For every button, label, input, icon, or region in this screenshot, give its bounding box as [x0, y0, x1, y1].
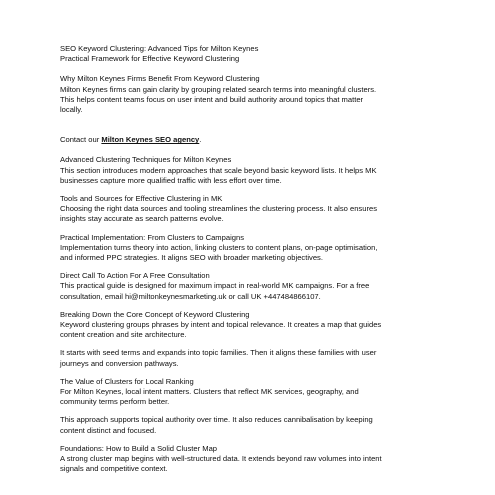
section-heading: The Value of Clusters for Local Ranking: [60, 376, 194, 386]
section-text-line: content creation and site architecture.: [60, 330, 187, 340]
section-text-line: journeys and conversion pathways.: [60, 358, 179, 368]
document-title: SEO Keyword Clustering: Advanced Tips for Milton Keynes: [60, 44, 259, 53]
document-header: [60, 44, 440, 64]
section-tools-sources: [60, 194, 440, 225]
section-local-ranking: [60, 377, 440, 408]
section-topical-authority: [60, 415, 440, 435]
section-core-concept: [60, 310, 440, 341]
section-implementation: [60, 233, 440, 264]
section-text-line: consultation, email hi@miltonkeynesmarketing.uk or call UK +447484866107.: [60, 291, 321, 301]
document-body: [60, 44, 440, 475]
section-call-to-action: [60, 271, 440, 302]
section-seed-terms: [60, 348, 440, 368]
section-text-line: This approach supports topical authority over time. It also reduces cannibalisation by keeping: [60, 415, 373, 425]
section-text-line: This practical guide is designed for maximum impact in real-world MK campaigns. For a free: [60, 281, 370, 291]
section-text-line: signals and competitive context.: [60, 464, 168, 474]
section-text-line: content distinct and focused.: [60, 425, 157, 435]
section-why-clustering: [60, 74, 440, 115]
section-text-line: It starts with seed terms and expands into topic families. Then it aligns these families with user: [60, 348, 377, 358]
section-heading: Advanced Clustering Techniques for Milton Keynes: [60, 155, 232, 165]
section-text-line: insights stay accurate as search patterns evolve.: [60, 214, 224, 224]
contact-suffix: .: [199, 135, 202, 145]
section-text-line: This section introduces modern approaches that scale beyond basic keyword lists. It helps MK: [60, 165, 377, 175]
section-text-line: Choosing the right data sources and tooling streamlines the clustering process. It also ensures: [60, 204, 378, 214]
section-heading: Why Milton Keynes Firms Benefit From Keyword Clustering: [60, 74, 260, 84]
section-text-line: businesses capture more qualified traffic with less effort over time.: [60, 175, 282, 185]
section-text-line: Implementation turns theory into action, linking clusters to content plans, on-page optimisation,: [60, 242, 378, 252]
contact-line: [60, 135, 440, 145]
section-text-line: and informed PPC strategies. It aligns SEO with broader marketing objectives.: [60, 253, 323, 263]
section-text-line: community terms perform better.: [60, 397, 170, 407]
section-heading: Foundations: How to Build a Solid Cluster Map: [60, 443, 218, 453]
contact-prefix: Contact our: [60, 135, 102, 145]
section-text-line: Milton Keynes firms can gain clarity by grouping related search terms into meaningful clusters.: [60, 84, 377, 94]
section-heading: Direct Call To Action For A Free Consultation: [60, 271, 210, 281]
section-text-line: locally.: [60, 105, 83, 115]
agency-link[interactable]: Milton Keynes SEO agency: [101, 135, 200, 145]
section-advanced-techniques: [60, 155, 440, 186]
section-text-line: Keyword clustering groups phrases by intent and topical relevance. It creates a map that guides: [60, 320, 382, 330]
section-heading: Tools and Sources for Effective Clustering in MK: [60, 194, 223, 204]
document-subtitle: Practical Framework for Effective Keyword Clustering: [60, 54, 240, 64]
section-text-line: For Milton Keynes, local intent matters. Clusters that reflect MK services, geography, and: [60, 387, 359, 397]
section-text-line: This helps content teams focus on user intent and build authority around topics that matter: [60, 94, 364, 104]
section-text-line: A strong cluster map begins with well-structured data. It extends beyond raw volumes into intent: [60, 454, 382, 464]
section-heading: Practical Implementation: From Clusters to Campaigns: [60, 232, 245, 242]
section-heading: Breaking Down the Core Concept of Keyword Clustering: [60, 309, 250, 319]
section-foundations: [60, 444, 440, 475]
